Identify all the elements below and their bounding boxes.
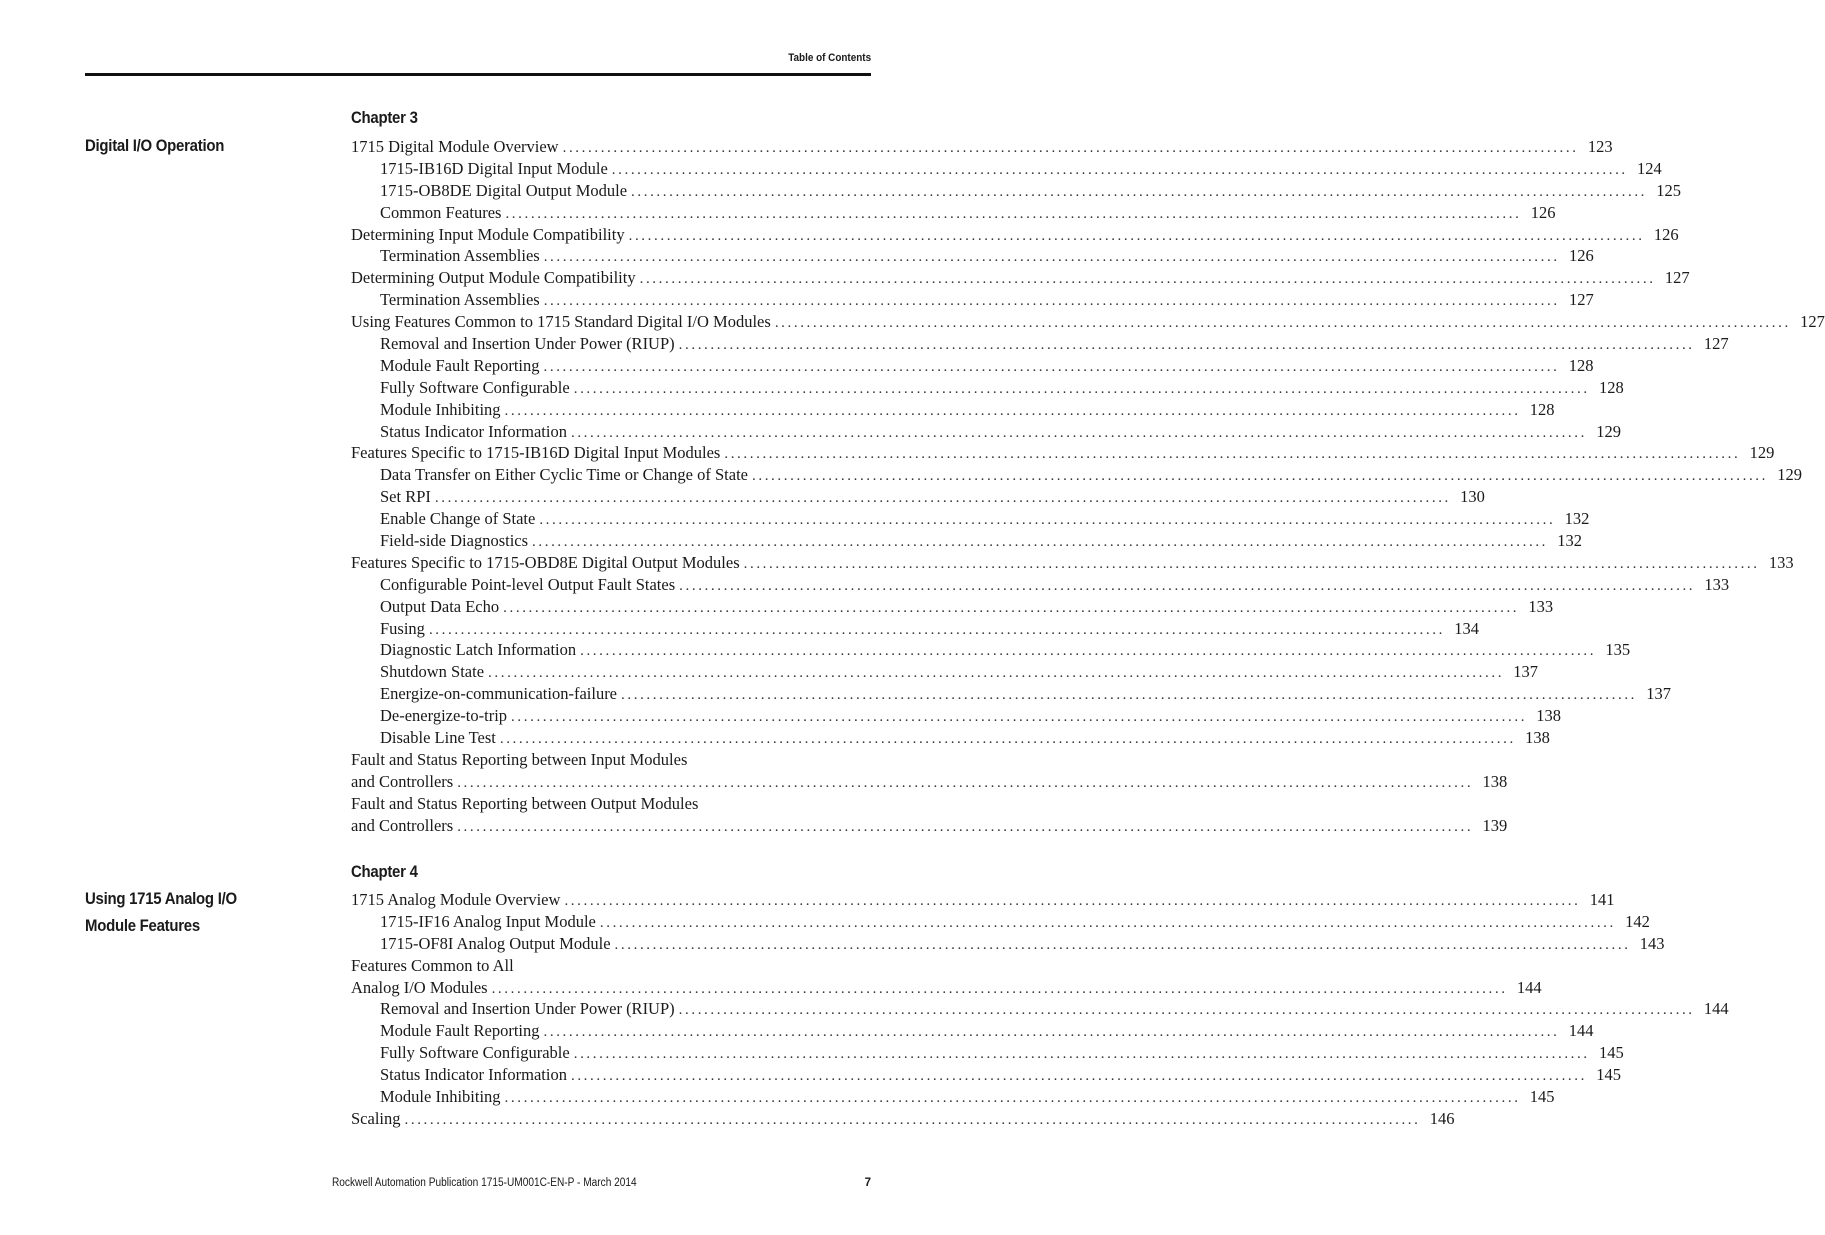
toc-dot-leader: ................................................................................................................................................................ (724, 446, 1741, 463)
toc-entry-title: De-energize-to-trip (380, 706, 508, 726)
toc-page-number: 144 (1703, 999, 1729, 1019)
toc-page-number: 133 (1704, 574, 1730, 594)
section-heading-line: Using 1715 Analog I/O (85, 889, 237, 908)
toc-page-number: 145 (1529, 1087, 1555, 1107)
toc-dot-leader: ................................................................................................................................................................ (504, 1090, 1521, 1107)
toc-entry[interactable] (351, 530, 1583, 552)
toc-entry[interactable] (351, 180, 1682, 202)
toc-entry-title: Status Indicator Information (380, 421, 567, 441)
toc-dot-leader: ................................................................................................................................................................ (539, 512, 1556, 529)
toc-entry-title: Fusing (380, 618, 425, 638)
toc-entry[interactable] (351, 486, 1485, 508)
toc-entry-title: 1715 Digital Module Overview (351, 137, 559, 156)
toc-page-number: 132 (1557, 531, 1583, 551)
chapter-3-title: Chapter 3 (351, 108, 418, 127)
toc-entry-title: Termination Assemblies (380, 246, 540, 266)
toc-page-number: 126 (1653, 224, 1679, 244)
toc-entry-title: Analog I/O Modules (351, 977, 488, 997)
toc-entry-title: 1715 Analog Module Overview (351, 890, 561, 909)
toc-dot-leader: ................................................................................................................................................................ (457, 818, 1474, 835)
toc-dot-leader: ................................................................................................................................................................ (570, 424, 1587, 441)
section-heading-line: Module Features (85, 916, 200, 935)
toc-entry[interactable] (351, 1064, 1621, 1086)
toc-dot-leader: ................................................................................................................................................................ (457, 774, 1474, 791)
toc-page-number: 130 (1460, 487, 1485, 507)
toc-dot-leader: ................................................................................................................................................................ (505, 205, 1522, 222)
toc-dot-leader: ................................................................................................................................................................ (573, 380, 1590, 397)
toc-entry[interactable] (351, 683, 1672, 705)
toc-entry[interactable] (351, 333, 1729, 355)
toc-page-number: 146 (1429, 1108, 1455, 1128)
toc-dot-leader: ................................................................................................................................................................ (678, 337, 1695, 354)
toc-dot-leader: ................................................................................................................................................................ (614, 936, 1631, 953)
toc-page-number: 135 (1605, 640, 1631, 660)
toc-page-number: 126 (1530, 202, 1556, 222)
toc-entry[interactable] (351, 421, 1621, 443)
toc-entry[interactable] (351, 661, 1539, 683)
toc-entry[interactable] (351, 552, 1794, 574)
toc-page-number: 142 (1625, 911, 1650, 931)
toc-page-number: 137 (1513, 662, 1539, 682)
toc-entry[interactable] (351, 1086, 1555, 1108)
toc-page-number: 144 (1516, 977, 1542, 997)
toc-dot-leader: ................................................................................................................................................................ (491, 980, 1508, 997)
toc-entry-title: Scaling (351, 1108, 401, 1128)
toc-entry[interactable] (351, 442, 1775, 464)
toc-page-number: 132 (1564, 509, 1590, 529)
toc-entry-title: Features Specific to 1715-IB16D Digital Input Modules (351, 443, 721, 463)
toc-dot-leader: ................................................................................................................................................................ (599, 914, 1616, 931)
toc-dot-leader: ................................................................................................................................................................ (639, 271, 1656, 288)
toc-page-number: 124 (1637, 158, 1662, 178)
toc-entry-title: 1715-IF16 Analog Input Module (380, 911, 596, 931)
toc-entry[interactable] (351, 596, 1554, 618)
toc-dot-leader: ................................................................................................................................................................ (743, 555, 1760, 572)
toc-entry-title: Diagnostic Latch Information (380, 640, 577, 660)
toc-entry[interactable] (351, 977, 1542, 999)
toc-entry[interactable] (351, 815, 1508, 837)
toc-page-number: 134 (1454, 618, 1479, 638)
toc-entry-title: Data Transfer on Either Cyclic Time or Change of State (380, 465, 748, 485)
toc-entry-title: Field-side Diagnostics (380, 531, 529, 551)
toc-page-number: 133 (1768, 552, 1794, 572)
running-header: Table of Contents (788, 52, 871, 64)
toc-entry-title: Configurable Point-level Output Fault States (380, 574, 676, 594)
toc-dot-leader: ................................................................................................................................................................ (611, 161, 1628, 178)
toc-entry-title: Module Inhibiting (380, 399, 501, 419)
toc-dot-leader: ................................................................................................................................................................ (570, 1068, 1587, 1085)
toc-entry-title: Fully Software Configurable (380, 1043, 570, 1063)
toc-chapter-3 (351, 136, 1825, 837)
toc-page-number: 128 (1598, 377, 1624, 397)
toc-dot-leader: ................................................................................................................................................................ (562, 140, 1579, 156)
toc-entry-title-line: Fault and Status Reporting between Input Modules (351, 749, 688, 769)
toc-dot-leader: ................................................................................................................................................................ (678, 1002, 1695, 1019)
toc-page-number: 126 (1568, 246, 1594, 266)
toc-entry-title: Output Data Echo (380, 596, 500, 616)
toc-dot-leader: ................................................................................................................................................................ (504, 402, 1521, 419)
toc-entry[interactable] (351, 136, 1613, 158)
toc-page-number: 138 (1536, 706, 1562, 726)
toc-dot-leader: ................................................................................................................................................................ (503, 599, 1520, 616)
toc-dot-leader: ................................................................................................................................................................ (564, 893, 1581, 909)
toc-page-number: 145 (1596, 1065, 1621, 1085)
toc-entry-title: Enable Change of State (380, 509, 536, 529)
toc-entry-title: Module Inhibiting (380, 1087, 501, 1107)
toc-entry-title-line: Features Common to All (351, 955, 514, 975)
toc-entry-title: Using Features Common to 1715 Standard Digital I/O Modules (351, 312, 771, 332)
toc-page-number: 143 (1639, 933, 1665, 953)
toc-entry[interactable] (351, 889, 1615, 911)
toc-page-number: 129 (1749, 443, 1775, 463)
toc-page-number: 133 (1528, 596, 1554, 616)
toc-page-number: 145 (1598, 1043, 1624, 1063)
toc-entry[interactable] (351, 911, 1650, 933)
toc-entry-title: Energize-on-communication-failure (380, 684, 618, 704)
toc-entry[interactable] (351, 377, 1624, 399)
toc-entry-title: Determining Output Module Compatibility (351, 268, 636, 288)
toc-page-number: 138 (1525, 728, 1550, 748)
toc-page-number: 144 (1568, 1021, 1594, 1041)
footer-page-number: 7 (864, 1177, 871, 1189)
toc-page-number: 127 (1568, 290, 1594, 310)
toc-chapter-4 (351, 889, 1729, 1130)
toc-entry[interactable] (351, 464, 1802, 486)
toc-page-number: 141 (1589, 890, 1615, 909)
toc-dot-leader: ................................................................................................................................................................ (774, 315, 1791, 332)
toc-dot-leader: ................................................................................................................................................................ (580, 643, 1597, 660)
toc-entry-title: Removal and Insertion Under Power (RIUP) (380, 334, 675, 354)
toc-page-number: 123 (1587, 137, 1613, 156)
toc-dot-leader: ................................................................................................................................................................ (511, 709, 1528, 726)
toc-dot-leader: ................................................................................................................................................................ (428, 621, 1445, 638)
toc-entry[interactable] (351, 224, 1679, 246)
toc-entry-title: 1715-OB8DE Digital Output Module (380, 180, 628, 200)
toc-page-number: 129 (1777, 465, 1802, 485)
toc-dot-leader: ................................................................................................................................................................ (543, 1024, 1560, 1041)
header-rule (85, 73, 871, 76)
toc-entry-title: Removal and Insertion Under Power (RIUP) (380, 999, 675, 1019)
toc-entry[interactable] (351, 639, 1631, 661)
section-heading-analog-io (85, 885, 287, 939)
toc-entry[interactable] (351, 933, 1665, 955)
toc-dot-leader: ................................................................................................................................................................ (573, 1046, 1590, 1063)
toc-page-number: 127 (1800, 312, 1825, 332)
toc-dot-leader: ................................................................................................................................................................ (679, 577, 1696, 594)
toc-page-number: 125 (1656, 180, 1682, 200)
toc-page-number: 128 (1568, 355, 1594, 375)
toc-dot-leader: ................................................................................................................................................................ (621, 687, 1638, 704)
toc-entry[interactable] (351, 574, 1730, 596)
toc-dot-leader: ................................................................................................................................................................ (543, 249, 1560, 266)
toc-entry-title: Module Fault Reporting (380, 355, 540, 375)
toc-entry-title-line: Fault and Status Reporting between Output Modules (351, 793, 699, 813)
chapter-4-title: Chapter 4 (351, 862, 418, 881)
toc-entry-title: Disable Line Test (380, 728, 496, 748)
toc-entry[interactable] (351, 355, 1594, 377)
toc-entry[interactable] (351, 202, 1556, 224)
toc-page-number: 139 (1482, 815, 1508, 835)
toc-entry[interactable] (351, 289, 1594, 311)
toc-entry[interactable] (351, 311, 1825, 333)
toc-entry[interactable] (351, 1020, 1594, 1042)
toc-entry-title: Features Specific to 1715-OBD8E Digital Output Modules (351, 552, 740, 572)
toc-entry-title: Termination Assemblies (380, 290, 540, 310)
section-heading-line: Digital I/O Operation (85, 136, 225, 155)
toc-entry-title: Shutdown State (380, 662, 485, 682)
toc-entry-title: and Controllers (351, 815, 454, 835)
toc-entry[interactable] (351, 399, 1555, 421)
toc-dot-leader: ................................................................................................................................................................ (404, 1111, 1421, 1128)
toc-dot-leader: ................................................................................................................................................................ (434, 490, 1451, 507)
toc-entry-title: 1715-OF8I Analog Output Module (380, 933, 611, 953)
toc-entry-title: Set RPI (380, 487, 431, 507)
toc-entry[interactable] (351, 998, 1729, 1020)
toc-dot-leader: ................................................................................................................................................................ (752, 468, 1768, 485)
toc-page-number: 128 (1529, 399, 1555, 419)
footer-publication: Rockwell Automation Publication 1715-UM001C-EN-P - March 2014 (332, 1177, 637, 1189)
toc-dot-leader: ................................................................................................................................................................ (628, 227, 1645, 244)
toc-dot-leader: ................................................................................................................................................................ (488, 665, 1505, 682)
toc-entry[interactable] (351, 1108, 1455, 1130)
toc-entry[interactable] (351, 267, 1690, 289)
toc-entry-title: Status Indicator Information (380, 1065, 567, 1085)
toc-entry[interactable] (351, 508, 1590, 530)
toc-dot-leader: ................................................................................................................................................................ (499, 731, 1516, 748)
toc-entry[interactable] (351, 158, 1662, 180)
toc-page-number: 137 (1646, 684, 1672, 704)
toc-page-number: 138 (1482, 771, 1508, 791)
toc-dot-leader: ................................................................................................................................................................ (631, 183, 1648, 200)
toc-entry-title: Module Fault Reporting (380, 1021, 540, 1041)
toc-entry[interactable] (351, 245, 1594, 267)
toc-dot-leader: ................................................................................................................................................................ (532, 534, 1549, 551)
toc-entry-title: and Controllers (351, 771, 454, 791)
toc-entry-title: Common Features (380, 202, 502, 222)
section-heading-digital-io (85, 132, 287, 159)
toc-entry-title: 1715-IB16D Digital Input Module (380, 158, 608, 178)
toc-entry[interactable] (351, 705, 1562, 727)
toc-entry[interactable] (351, 727, 1550, 749)
toc-page-number: 127 (1703, 334, 1729, 354)
toc-entry[interactable] (351, 618, 1479, 640)
toc-dot-leader: ................................................................................................................................................................ (543, 293, 1560, 310)
toc-entry[interactable] (351, 1042, 1624, 1064)
toc-dot-leader: ................................................................................................................................................................ (543, 358, 1560, 375)
toc-entry-title: Fully Software Configurable (380, 377, 570, 397)
toc-entry-title: Determining Input Module Compatibility (351, 224, 625, 244)
toc-page-number: 127 (1664, 268, 1690, 288)
toc-entry[interactable] (351, 771, 1508, 793)
toc-page-number: 129 (1596, 421, 1621, 441)
